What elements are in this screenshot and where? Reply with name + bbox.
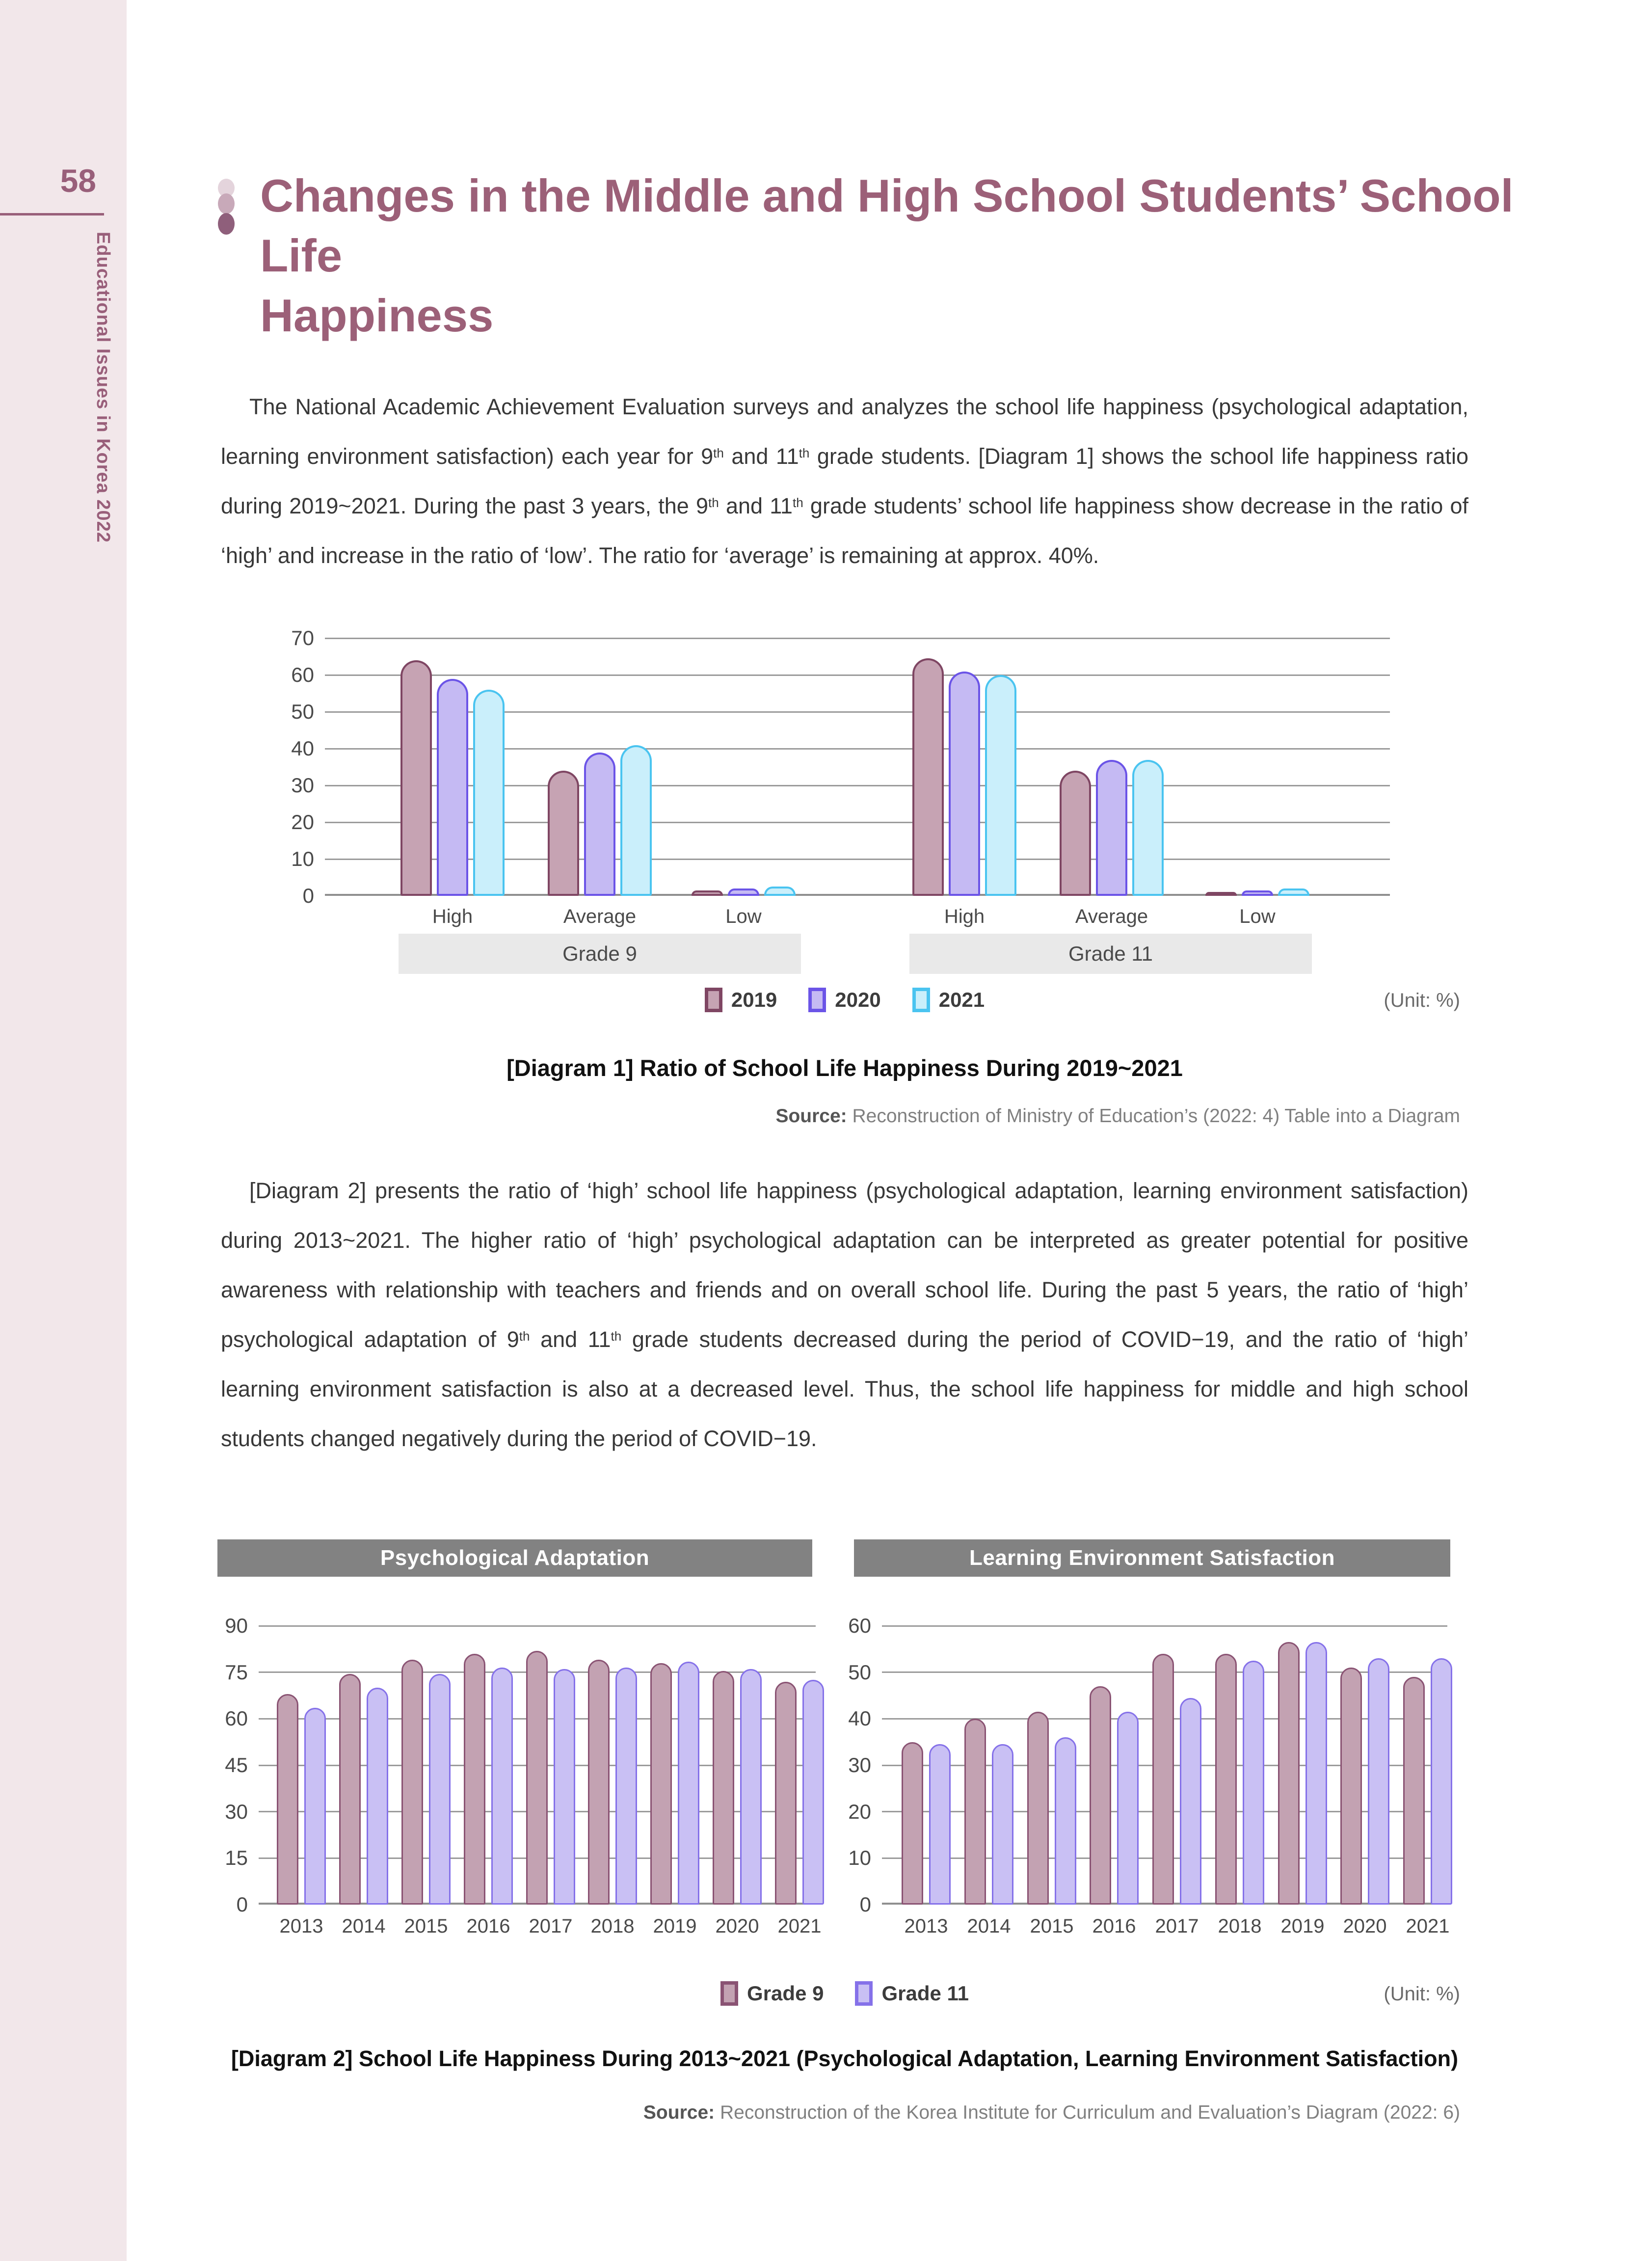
x-tick-label: 2017 — [529, 1915, 573, 1937]
bar-grade-9-2019 — [1278, 1642, 1300, 1905]
x-tick-label: High — [432, 906, 473, 927]
x-tick-label: 2018 — [590, 1915, 635, 1937]
bar-grade-9-2021 — [1403, 1677, 1425, 1905]
y-tick-label: 60 — [848, 1614, 871, 1637]
bar-grade-9-2017 — [1152, 1654, 1174, 1905]
x-tick-label: Average — [563, 906, 637, 927]
page-title-line2: Happiness — [260, 290, 494, 341]
bar-2019-average — [1060, 771, 1091, 896]
x-tick-label: 2019 — [1280, 1915, 1325, 1937]
bar-2021-low — [1278, 888, 1309, 896]
bar-grade-11-2017 — [1180, 1698, 1201, 1905]
x-tick-label: Low — [1239, 906, 1276, 927]
grade-9-group-box: Grade 9 — [399, 934, 801, 974]
legend-label: 2019 — [731, 988, 777, 1011]
source-text: Reconstruction of the Korea Institute for Curriculum and Evaluation’s Diagram (2022: 6) — [715, 2102, 1460, 2123]
y-tick-label: 15 — [225, 1846, 248, 1870]
y-tick-label: 45 — [225, 1753, 248, 1776]
x-tick-label: 2021 — [1406, 1915, 1450, 1937]
bar-grade-11-2018 — [615, 1668, 637, 1905]
diagram1-legend — [221, 988, 1468, 1012]
page-number: 58 — [60, 162, 96, 199]
y-tick-label: 20 — [848, 1800, 871, 1823]
legend-item-2019 — [705, 988, 777, 1012]
psychological-adaptation-bar-chart — [225, 1614, 822, 1937]
bar-grade-11-2019 — [678, 1662, 699, 1905]
y-tick-label: 20 — [291, 810, 314, 834]
page-number-rule — [0, 213, 104, 215]
x-tick-label: 2014 — [967, 1915, 1011, 1937]
x-tick-label: 2015 — [404, 1915, 448, 1937]
bar-grade-11-2014 — [367, 1688, 388, 1905]
gridline — [325, 638, 1390, 639]
legend-item-grade-9 — [720, 1981, 824, 2006]
y-tick-label: 30 — [291, 774, 314, 797]
x-tick-label: 2016 — [1092, 1915, 1136, 1937]
diagram1-source — [221, 1105, 1460, 1127]
legend-label: 2020 — [835, 988, 881, 1011]
bar-grade-11-2016 — [1117, 1712, 1139, 1905]
bar-grade-11-2015 — [1055, 1737, 1076, 1905]
bar-2021-average — [620, 745, 652, 896]
bar-grade-9-2020 — [1340, 1668, 1362, 1905]
legend-swatch-2019-icon — [705, 988, 722, 1012]
y-tick-label: 90 — [225, 1614, 248, 1637]
legend-swatch-grade-11-icon — [855, 1981, 873, 2006]
bar-2021-low — [764, 887, 796, 896]
y-tick-label: 0 — [302, 884, 314, 907]
bar-2019-high — [912, 658, 944, 896]
x-tick-label: 2017 — [1155, 1915, 1199, 1937]
diagram2-unit-label: (Unit: %) — [1384, 1983, 1460, 2005]
y-tick-label: 10 — [291, 847, 314, 870]
learning-environment-satisfaction-bar-chart — [848, 1614, 1450, 1937]
diagram1-bar-chart — [291, 626, 1390, 965]
legend-label: 2021 — [938, 988, 985, 1011]
x-tick-label: 2016 — [466, 1915, 510, 1937]
bar-grade-11-2020 — [740, 1669, 762, 1905]
bar-grade-9-2019 — [650, 1663, 672, 1905]
bar-grade-11-2019 — [1306, 1642, 1327, 1905]
bar-2020-high — [437, 679, 468, 896]
bar-grade-11-2015 — [429, 1674, 451, 1905]
x-tick-label: 2020 — [1343, 1915, 1387, 1937]
bar-grade-11-2021 — [1431, 1658, 1452, 1905]
legend-item-grade-11 — [855, 1981, 968, 2006]
bar-2021-high — [473, 690, 505, 896]
bar-2020-average — [584, 753, 615, 896]
y-tick-label: 70 — [291, 626, 314, 649]
x-tick-label: 2014 — [342, 1915, 386, 1937]
bar-2021-high — [985, 675, 1016, 896]
learning-environment-satisfaction-header: Learning Environment Satisfaction — [854, 1539, 1450, 1577]
diagram2-legend — [221, 1981, 1468, 2006]
bar-2020-low — [1242, 890, 1273, 896]
gridline — [882, 1625, 1447, 1627]
x-tick-label: 2015 — [1030, 1915, 1074, 1937]
y-tick-label: 60 — [225, 1707, 248, 1730]
bar-grade-11-2013 — [304, 1708, 326, 1905]
y-tick-label: 75 — [225, 1660, 248, 1684]
psychological-adaptation-header: Psychological Adaptation — [217, 1539, 812, 1577]
legend-label: Grade 11 — [881, 1982, 969, 2005]
diagram1-caption: [Diagram 1] Ratio of School Life Happiness During 2019~2021 — [506, 1055, 1183, 1081]
paragraph-1: The National Academic Achievement Evaluation surveys and analyzes the school life happiness (psychological adaptation, learning environment satisfaction) each year for 9th and 11th grade students. [Diagram 1] shows the school life happiness ratio during 2019~2021. During the past 3 years, the 9th and 11th grade students’ school life happiness show decrease in the ratio of ‘high’ and increase in the ratio of ‘low’. The ratio for ‘average’ is remaining at approx. 40%. — [221, 394, 1469, 568]
y-tick-label: 50 — [848, 1660, 871, 1684]
bar-grade-9-2021 — [775, 1682, 797, 1905]
bar-grade-9-2018 — [588, 1660, 610, 1905]
gridline — [325, 674, 1390, 676]
gridline — [259, 1625, 816, 1627]
x-tick-label: High — [944, 906, 985, 927]
legend-swatch-grade-9-icon — [720, 1981, 738, 2006]
legend-label: Grade 9 — [747, 1982, 824, 2005]
bar-2020-low — [728, 888, 759, 896]
y-tick-label: 0 — [859, 1893, 871, 1916]
bar-grade-9-2015 — [401, 1660, 423, 1905]
diagram2-source — [221, 2102, 1460, 2124]
source-text: Reconstruction of Ministry of Education’s (2022: 4) Table into a Diagram — [847, 1105, 1460, 1127]
bar-grade-9-2020 — [713, 1671, 734, 1905]
sidebar-title: Educational Issues in Korea 2022 — [93, 232, 113, 543]
bar-grade-11-2014 — [992, 1744, 1013, 1905]
bar-grade-9-2014 — [964, 1719, 986, 1905]
dot-icon — [218, 213, 235, 235]
source-label: Source: — [775, 1105, 847, 1127]
bar-grade-11-2017 — [554, 1669, 575, 1905]
y-tick-label: 30 — [225, 1800, 248, 1823]
y-tick-label: 0 — [236, 1893, 248, 1916]
y-tick-label: 50 — [291, 700, 314, 723]
bar-grade-11-2018 — [1243, 1661, 1264, 1905]
x-tick-label: Low — [725, 906, 762, 927]
x-tick-label: 2018 — [1218, 1915, 1262, 1937]
sidebar — [0, 0, 127, 2261]
bar-grade-9-2017 — [526, 1651, 548, 1905]
bar-2019-low — [692, 890, 723, 896]
dot-icon — [218, 193, 235, 214]
page-title-line1: Changes in the Middle and High School Students’ School Life — [260, 170, 1514, 281]
bar-grade-11-2020 — [1368, 1658, 1389, 1905]
x-tick-label: 2013 — [279, 1915, 323, 1937]
bar-grade-9-2016 — [464, 1654, 485, 1905]
y-tick-label: 60 — [291, 663, 314, 686]
bar-2020-high — [949, 672, 980, 896]
bar-2019-high — [400, 660, 432, 896]
x-tick-label: 2013 — [904, 1915, 948, 1937]
paragraph-2: [Diagram 2] presents the ratio of ‘high’ school life happiness (psychological adaptation, learning environment satisfaction) during 2013~2021. The higher ratio of ‘high’ psychological adaptation can be interpreted as greater potential for positive awareness with relationship with teachers and friends and on overall school life. During the past 5 years, the ratio of ‘high’ psychological adaptation of 9th and 11th grade students decreased during the period of COVID−19, and the ratio of ‘high’ learning environment satisfaction is also at a decreased level. Thus, the school life happiness for middle and high school students changed negatively during the period of COVID−19. — [221, 1178, 1468, 1451]
bar-grade-9-2018 — [1215, 1654, 1237, 1905]
bar-grade-9-2015 — [1027, 1712, 1049, 1905]
bar-grade-11-2013 — [929, 1744, 951, 1905]
source-label: Source: — [643, 2102, 715, 2123]
bar-grade-9-2016 — [1090, 1686, 1111, 1905]
x-tick-label: 2019 — [653, 1915, 697, 1937]
bar-2021-average — [1132, 760, 1164, 896]
y-tick-label: 30 — [848, 1753, 871, 1776]
x-tick-label: Average — [1075, 906, 1148, 927]
page-title — [260, 166, 1517, 346]
y-tick-label: 40 — [291, 737, 314, 760]
y-tick-label: 40 — [848, 1707, 871, 1730]
grade-11-group-box: Grade 11 — [909, 934, 1312, 974]
title-bullet-dots-icon — [218, 179, 236, 237]
bar-2019-low — [1205, 892, 1237, 896]
legend-item-2021 — [912, 988, 985, 1012]
bar-grade-9-2014 — [339, 1674, 361, 1905]
legend-swatch-2020-icon — [808, 988, 826, 1012]
bar-grade-9-2013 — [902, 1742, 923, 1905]
y-tick-label: 10 — [848, 1846, 871, 1870]
diagram2-caption: [Diagram 2] School Life Happiness During 2013~2021 (Psychological Adaptation, Learning Environment Satisfaction) — [231, 2046, 1459, 2071]
bar-grade-11-2016 — [491, 1668, 513, 1905]
legend-swatch-2021-icon — [912, 988, 930, 1012]
x-tick-label: 2021 — [777, 1915, 822, 1937]
legend-item-2020 — [808, 988, 880, 1012]
x-tick-label: 2020 — [715, 1915, 759, 1937]
bar-grade-9-2013 — [277, 1694, 298, 1905]
bar-2020-average — [1096, 760, 1127, 896]
diagram1-unit-label: (Unit: %) — [1384, 990, 1460, 1011]
bar-2019-average — [548, 771, 579, 896]
